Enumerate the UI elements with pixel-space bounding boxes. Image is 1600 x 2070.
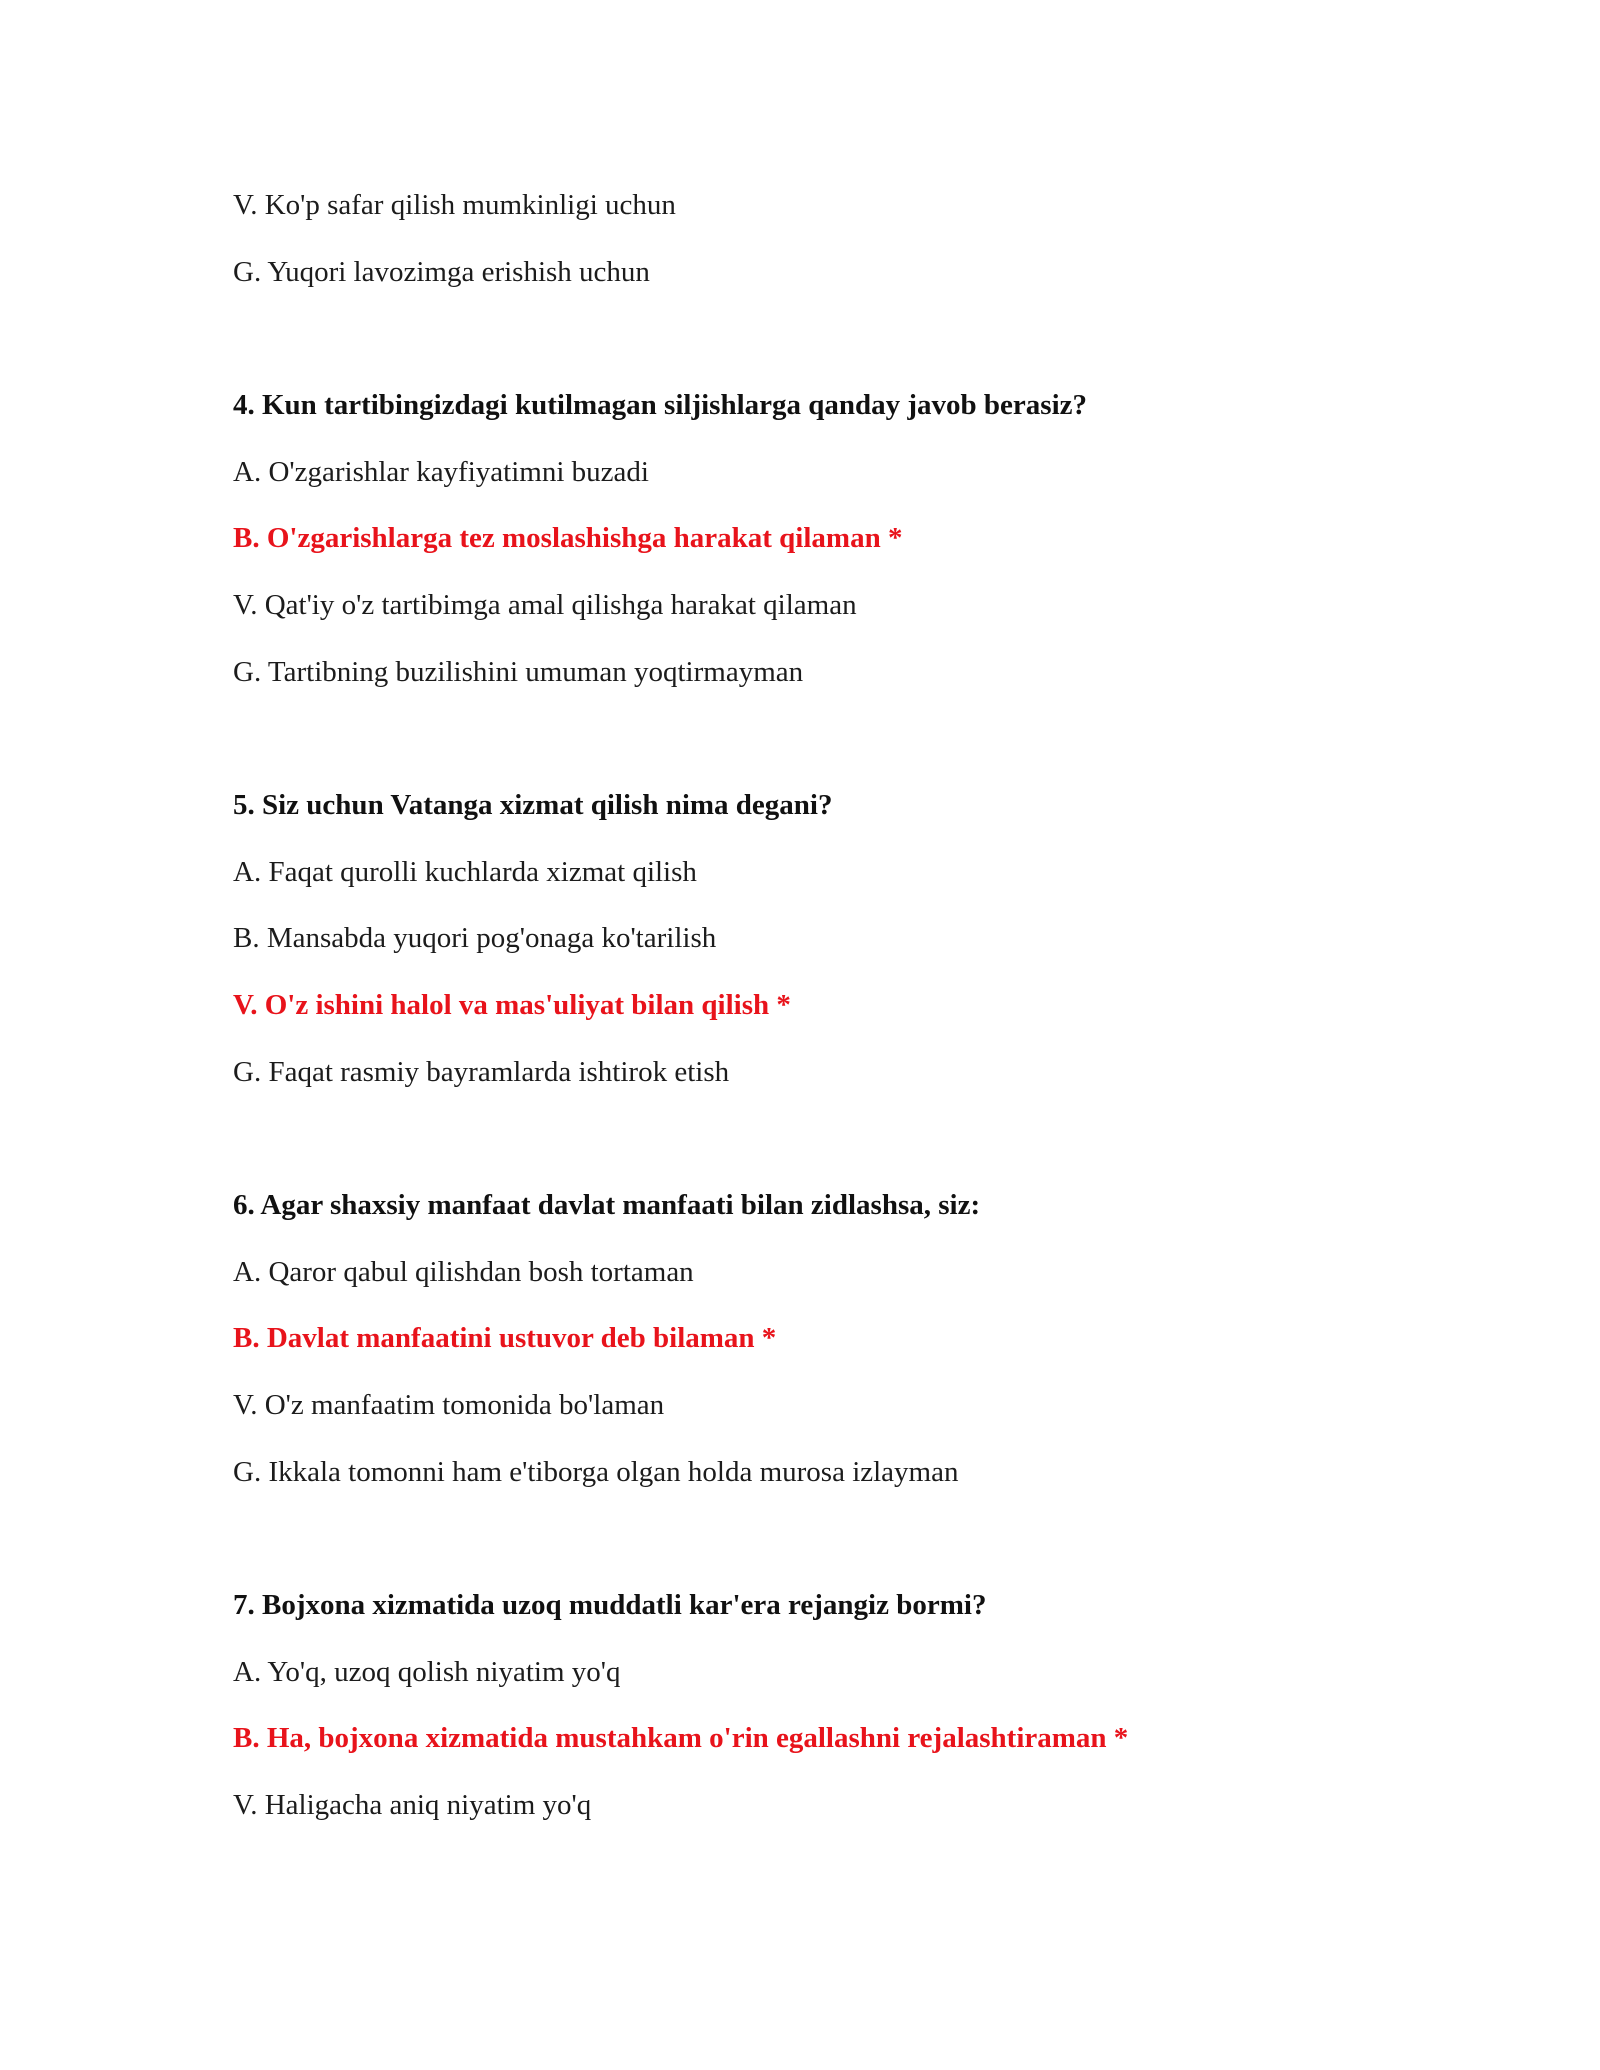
option-6g: G. Ikkala tomonni ham e'tiborga olgan holda murosa izlayman <box>233 1456 959 1488</box>
question-6: 6. Agar shaxsiy manfaat davlat manfaati bilan zidlashsa, siz: <box>233 1189 981 1221</box>
option-6a: A. Qaror qabul qilishdan bosh tortaman <box>233 1256 694 1288</box>
option-4g: G. Tartibning buzilishini umuman yoqtirmayman <box>233 656 804 688</box>
option-3g: G. Yuqori lavozimga erishish uchun <box>233 256 650 288</box>
option-5g: G. Faqat rasmiy bayramlarda ishtirok etish <box>233 1056 730 1088</box>
option-5v-correct: V. O'z ishini halol va mas'uliyat bilan qilish * <box>233 989 791 1021</box>
option-4a: A. O'zgarishlar kayfiyatimni buzadi <box>233 456 649 488</box>
option-5a: A. Faqat qurolli kuchlarda xizmat qilish <box>233 856 697 888</box>
option-6v: V. O'z manfaatim tomonida bo'laman <box>233 1389 665 1421</box>
option-4b-correct: B. O'zgarishlarga tez moslashishga harakat qilaman * <box>233 522 903 554</box>
option-3v: V. Ko'p safar qilish mumkinligi uchun <box>233 189 676 221</box>
question-5: 5. Siz uchun Vatanga xizmat qilish nima degani? <box>233 789 833 821</box>
option-4v: V. Qat'iy o'z tartibimga amal qilishga harakat qilaman <box>233 589 857 621</box>
option-6b-correct: B. Davlat manfaatini ustuvor deb bilaman * <box>233 1322 777 1354</box>
question-4: 4. Kun tartibingizdagi kutilmagan siljishlarga qanday javob berasiz? <box>233 389 1088 421</box>
question-7: 7. Bojxona xizmatida uzoq muddatli kar'era rejangiz bormi? <box>233 1589 987 1621</box>
option-7b-correct: B. Ha, bojxona xizmatida mustahkam o'rin egallashni rejalashtiraman * <box>233 1722 1129 1754</box>
option-7a: A. Yo'q, uzoq qolish niyatim yo'q <box>233 1656 621 1688</box>
option-5b: B. Mansabda yuqori pog'onaga ko'tarilish <box>233 922 717 954</box>
option-7v: V. Haligacha aniq niyatim yo'q <box>233 1789 592 1821</box>
